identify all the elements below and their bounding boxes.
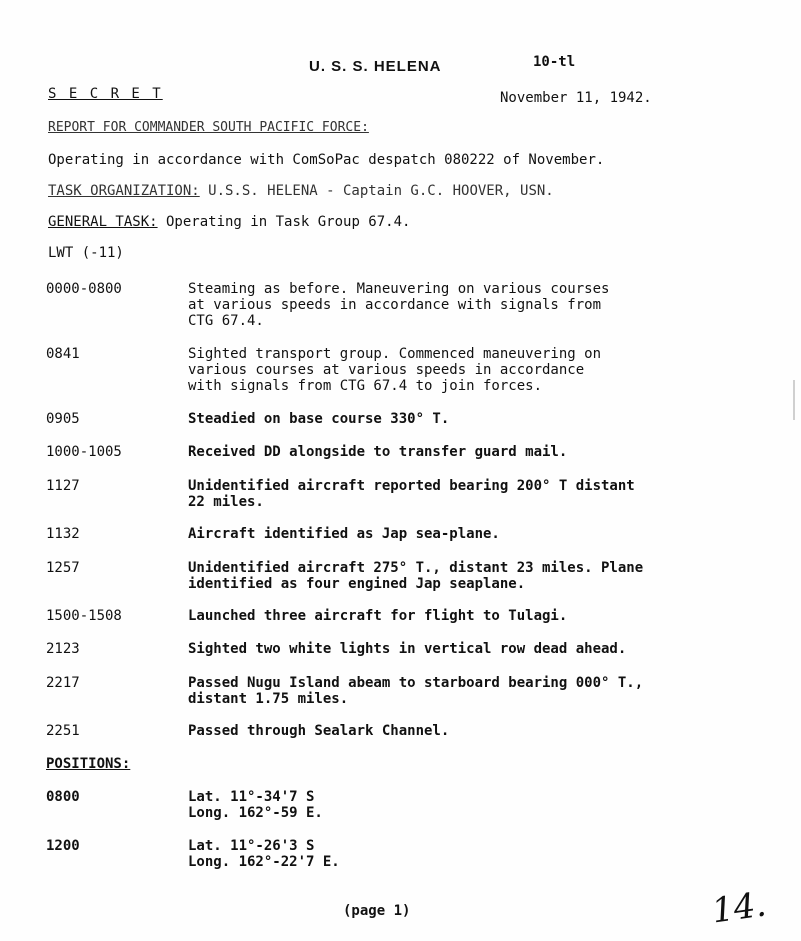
task-organization [48,183,554,199]
positions-label: POSITIONS: [46,756,131,772]
log-time: 1000-1005 [46,444,122,460]
general-task-value: Operating in Task Group 67.4. [157,214,411,230]
report-heading: REPORT FOR COMMANDER SOUTH PACIFIC FORCE: [48,120,369,135]
log-time: 2251 [46,723,80,739]
page-number: (page 1) [343,903,411,919]
handwritten-page-number: 14. [709,884,769,932]
log-text: Unidentified aircraft reported bearing 200° T distant 22 miles. [188,478,635,510]
positions-heading [46,756,130,772]
position-time: 1200 [46,838,80,854]
scan-edge-mark [793,380,795,420]
log-time: 0841 [46,346,80,362]
ship-title: U. S. S. HELENA [309,58,442,75]
log-text: Unidentified aircraft 275° T., distant 23 miles. Plane identified as four engined Jap seaplane. [188,560,644,592]
log-text: Aircraft identified as Jap sea-plane. [188,526,500,542]
position-coordinates: Lat. 11°-26'3 S Long. 162°-22'7 E. [188,838,340,870]
log-time: 1257 [46,560,80,576]
position-time: 0800 [46,789,80,805]
log-text: Steadied on base course 330° T. [188,411,450,427]
log-time: 1132 [46,526,80,542]
report-date: November 11, 1942. [500,90,652,106]
task-organization-label: TASK ORGANIZATION: [48,183,200,199]
log-text: Passed through Sealark Channel. [188,723,450,739]
general-task [48,214,410,230]
log-text: Sighted transport group. Commenced maneuvering on various courses at various speeds in accordance with signals from CTG 67.4 to join forces. [188,346,602,394]
log-time: 2217 [46,675,80,691]
position-coordinates: Lat. 11°-34'7 S Long. 162°-59 E. [188,789,323,821]
log-time: 0905 [46,411,80,427]
general-task-label: GENERAL TASK: [48,214,158,230]
operating-statement: Operating in accordance with ComSoPac despatch 080222 of November. [48,152,605,168]
log-text: Sighted two white lights in vertical row dead ahead. [188,641,627,657]
log-text: Received DD alongside to transfer guard mail. [188,444,568,460]
task-organization-value: U.S.S. HELENA - Captain G.C. HOOVER, USN. [199,183,554,199]
log-text: Steaming as before. Maneuvering on various courses at various speeds in accordance with signals from CTG 67.4. [188,281,610,329]
page-code: 10-tl [533,54,576,70]
log-time: 0000-0800 [46,281,122,297]
time-zone-label: LWT (-11) [48,245,124,261]
log-time: 2123 [46,641,80,657]
classification-stamp: S E C R E T [48,86,163,102]
log-text: Passed Nugu Island abeam to starboard bearing 000° T., distant 1.75 miles. [188,675,644,707]
log-text: Launched three aircraft for flight to Tulagi. [188,608,568,624]
log-time: 1127 [46,478,80,494]
log-time: 1500-1508 [46,608,122,624]
